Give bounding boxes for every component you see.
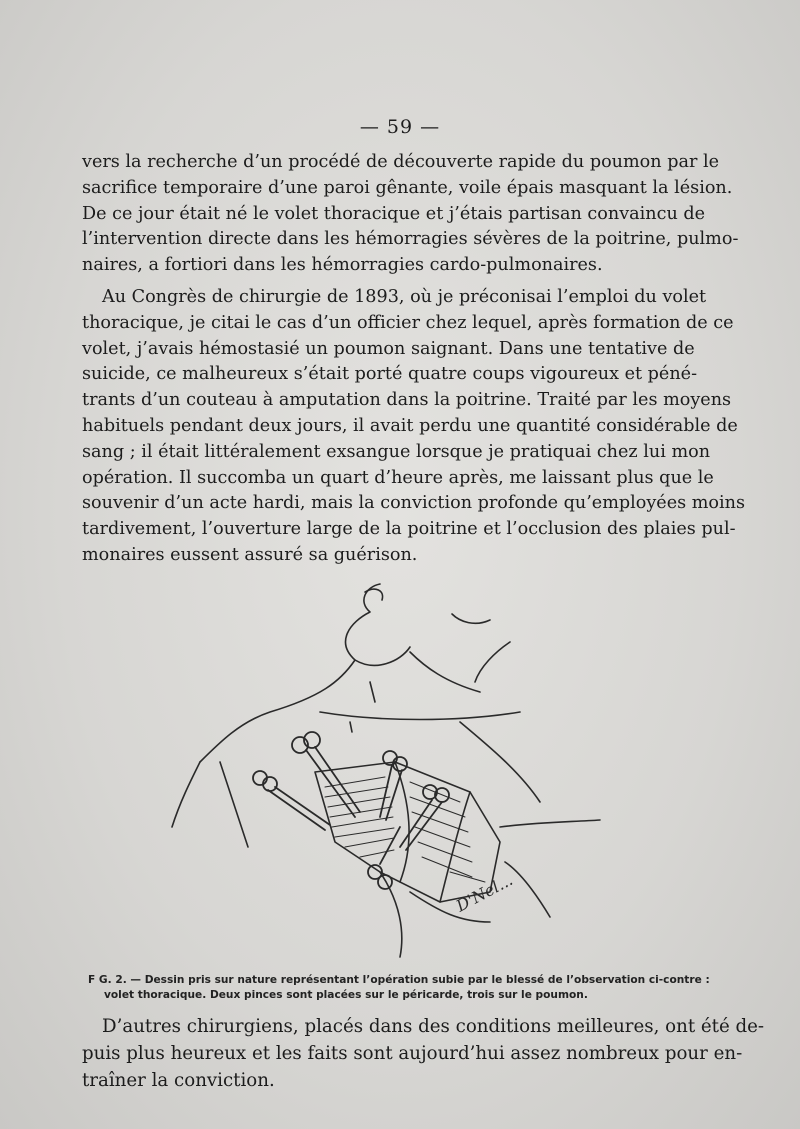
text-line: traîner la conviction.: [82, 1070, 275, 1091]
caption-line-2: volet thoracique. Deux pinces sont placées sur le péricarde, trois sur le poumon.: [104, 989, 588, 1001]
text-line: souvenir d’un acte hardi, mais la conviction profonde qu’employées moins: [82, 493, 746, 514]
text-line: De ce jour était né le volet thoracique et j’étais partisan convaincu de: [82, 203, 706, 224]
text-line: suicide, ce malheureux s’était porté quatre coups vigoureux et péné-: [82, 364, 698, 385]
text-line: thoracique, je citai le cas d’un officier chez lequel, après formation de ce: [82, 312, 734, 333]
text-line: puis plus heureux et les faits sont aujourd’hui assez nombreux pour en-: [82, 1043, 743, 1064]
caption-line-1: F G. 2. — Dessin pris sur nature représentant l’opération subie par le blessé de l’observation ci-contre :: [88, 974, 710, 986]
text-line: naires, a fortiori dans les hémorragies cardo-pulmonaires.: [82, 255, 603, 276]
text-line: tardivement, l’ouverture large de la poitrine et l’occlusion des plaies pul-: [82, 519, 736, 540]
text-line: trants d’un couteau à amputation dans la poitrine. Traité par les moyens: [82, 390, 732, 411]
text-line: l’intervention directe dans les hémorragies sévères de la poitrine, pulmo-: [82, 229, 739, 250]
paragraph-2: [82, 285, 746, 569]
text-line: vers la recherche d’un procédé de découverte rapide du poumon par le: [82, 152, 719, 172]
text-line: opération. Il succomba un quart d’heure après, me laissant plus que le: [82, 467, 714, 488]
text-line: D’autres chirurgiens, placés dans des conditions meilleures, ont été de-: [102, 1016, 765, 1037]
figure-caption: [88, 973, 710, 1003]
paragraph-3: [82, 1013, 765, 1094]
text-line: habituels pendant deux jours, il avait perdu une quantité considérable de: [82, 415, 738, 436]
text-line: sacrifice temporaire d’une paroi gênante, voile épais masquant la lésion.: [82, 177, 733, 198]
text-line: monaires eussent assuré sa guérison.: [82, 544, 418, 565]
text-line: Au Congrès de chirurgie de 1893, où je préconisai l’emploi du volet: [102, 287, 707, 307]
artist-signature: D'Nel...: [452, 870, 516, 916]
text-line: sang ; il était littéralement exsangue lorsque je pratiquai chez lui mon: [82, 441, 711, 462]
paragraph-1: [82, 150, 739, 279]
text-line: volet, j’avais hémostasié un poumon saignant. Dans une tentative de: [82, 338, 695, 359]
surgical-sketch-figure: [160, 572, 620, 962]
page-number: — 59 —: [359, 116, 441, 138]
